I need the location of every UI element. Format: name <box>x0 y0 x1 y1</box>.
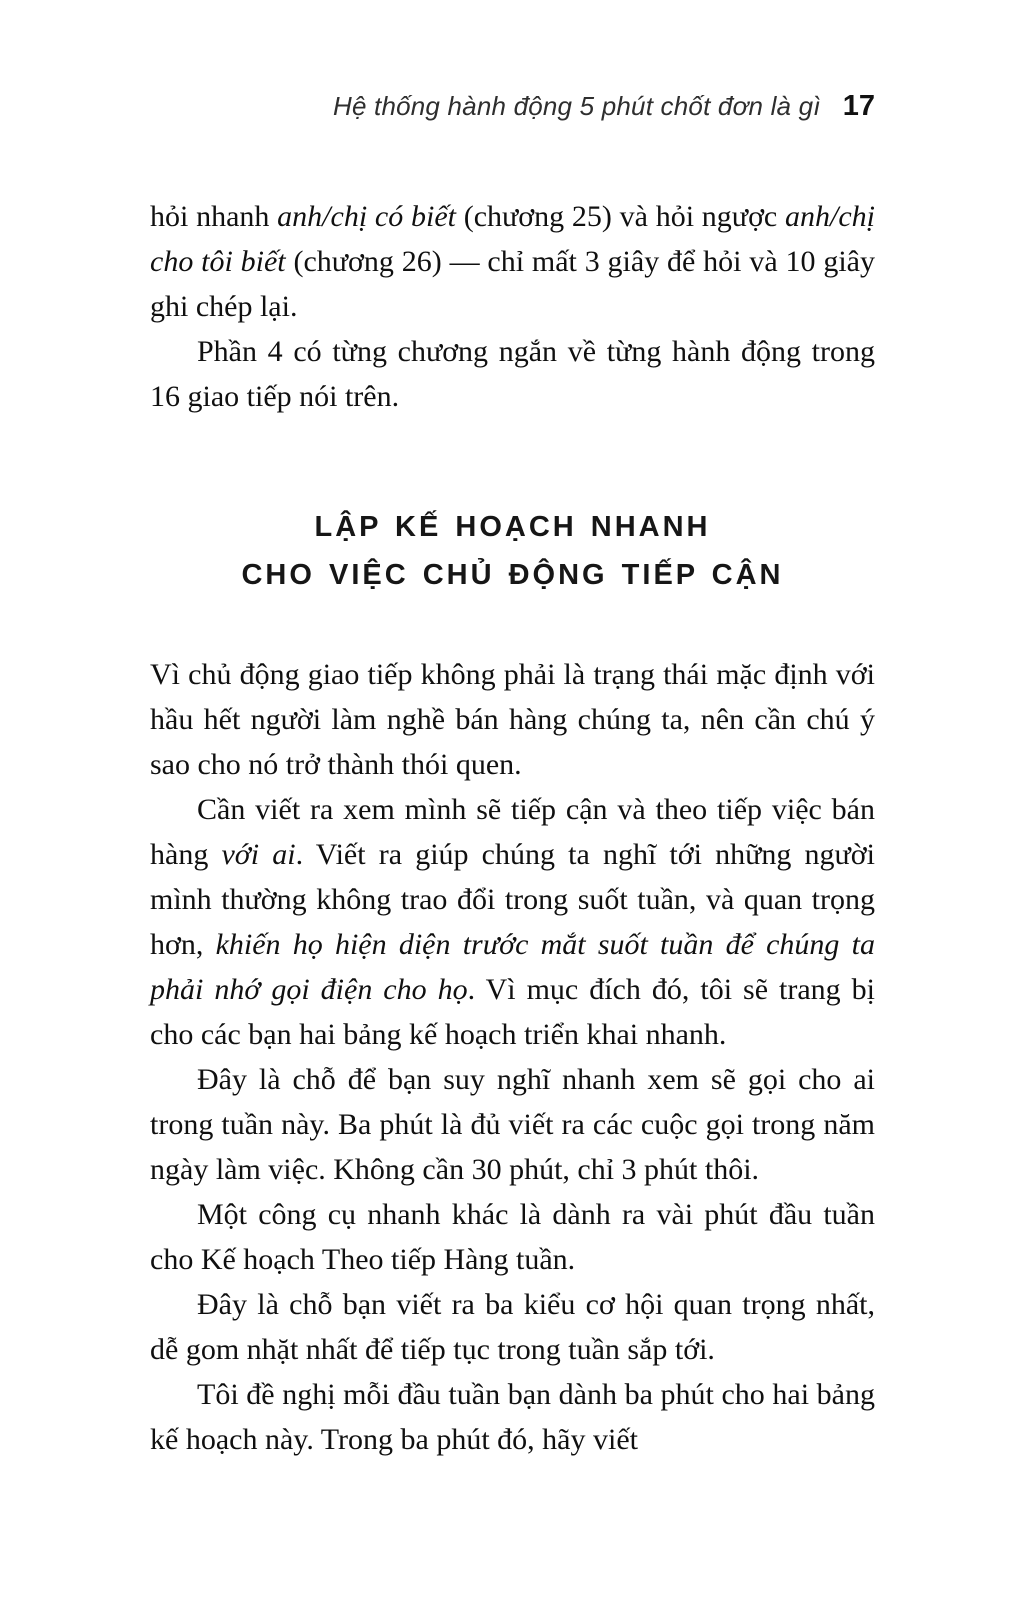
paragraphs-before-heading <box>150 194 875 419</box>
italic-text-segment: khiến họ hiện diện trước mắt suốt tuần để chúng ta phải nhớ gọi điện cho họ <box>150 928 875 1006</box>
italic-text-segment: anh/chị có biết <box>277 200 456 233</box>
section-heading-line-1: LẬP KẾ HOẠCH NHANH <box>314 511 711 543</box>
paragraph <box>150 652 875 787</box>
paragraph <box>150 194 875 329</box>
paragraph <box>150 1192 875 1282</box>
section-heading <box>150 503 875 599</box>
paragraph <box>150 1282 875 1372</box>
text-segment: Tôi đề nghị mỗi đầu tuần bạn dành ba phút cho hai bảng kế hoạch này. Trong ba phút đó, hãy viết <box>150 1378 875 1456</box>
paragraph <box>150 1372 875 1462</box>
italic-text-segment: anh/chị cho tôi biết <box>150 200 875 278</box>
text-segment: . Viết ra giúp chúng ta nghĩ tới những người mình thường không trao đổi trong suốt tuần, và quan trọng hơn, <box>150 838 875 961</box>
paragraph <box>150 787 875 1057</box>
text-segment: Cần viết ra xem mình sẽ tiếp cận và theo tiếp việc bán hàng <box>150 793 875 871</box>
page-header <box>150 90 875 123</box>
text-segment: hỏi nhanh <box>150 200 278 233</box>
page-number: 17 <box>842 90 875 122</box>
italic-text-segment: với ai <box>221 838 296 871</box>
paragraph <box>150 1057 875 1192</box>
text-segment: (chương 25) và hỏi ngược <box>455 200 785 233</box>
paragraphs-after-heading <box>150 652 875 1462</box>
section-heading-line-2: CHO VIỆC CHỦ ĐỘNG TIẾP CẬN <box>241 559 784 591</box>
running-title: Hệ thống hành động 5 phút chốt đơn là gì <box>332 91 821 121</box>
text-segment: Vì chủ động giao tiếp không phải là trạng thái mặc định với hầu hết người làm nghề bán hàng chúng ta, nên cần chú ý sao cho nó trở thành thói quen. <box>150 658 875 781</box>
paragraph <box>150 329 875 419</box>
text-segment: . Vì mục đích đó, tôi sẽ trang bị cho các bạn hai bảng kế hoạch triển khai nhanh. <box>150 973 875 1051</box>
text-segment: Đây là chỗ bạn viết ra ba kiểu cơ hội quan trọng nhất, dễ gom nhặt nhất để tiếp tục trong tuần sắp tới. <box>150 1288 875 1366</box>
text-segment: Một công cụ nhanh khác là dành ra vài phút đầu tuần cho Kế hoạch Theo tiếp Hàng tuần. <box>150 1198 875 1276</box>
text-segment: Đây là chỗ để bạn suy nghĩ nhanh xem sẽ gọi cho ai trong tuần này. Ba phút là đủ viết ra các cuộc gọi trong năm ngày làm việc. Không cần 30 phút, chỉ 3 phút thôi. <box>150 1063 875 1186</box>
body-column <box>150 194 875 1462</box>
text-segment: (chương 26) — chỉ mất 3 giây để hỏi và 10 giây ghi chép lại. <box>150 245 875 323</box>
text-segment: Phần 4 có từng chương ngắn về từng hành động trong 16 giao tiếp nói trên. <box>150 335 875 413</box>
